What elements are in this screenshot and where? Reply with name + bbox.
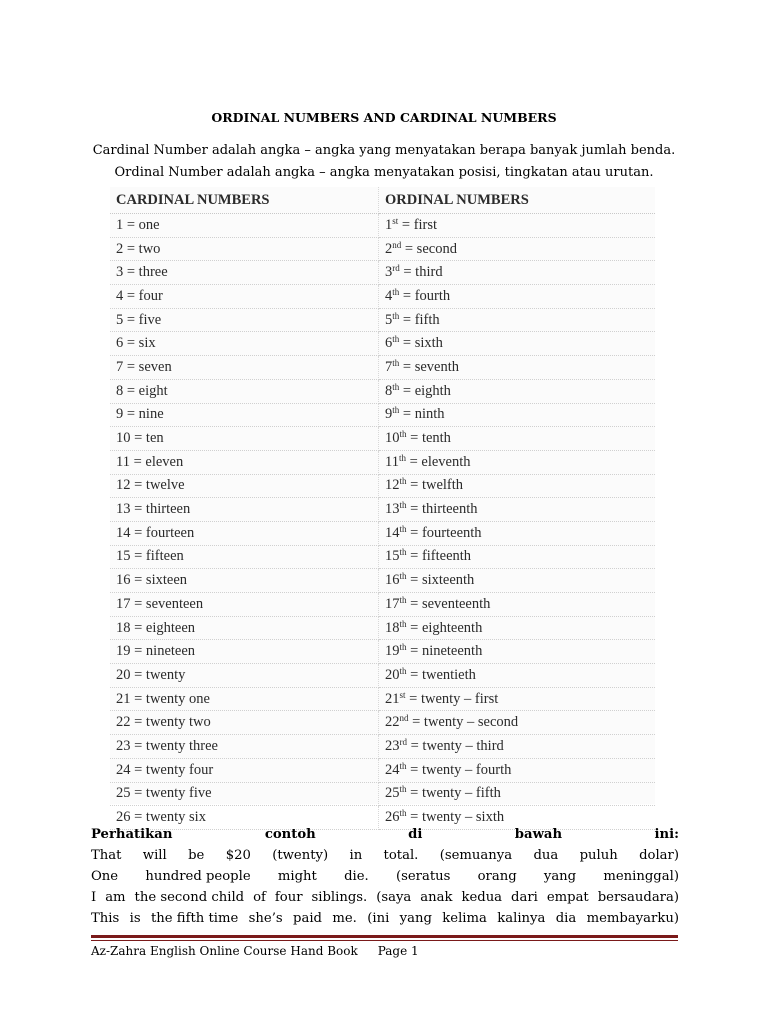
example-word: dari (511, 890, 538, 905)
ordinal-cell (379, 498, 656, 522)
ordinal-suffix: th (399, 571, 407, 582)
ordinal-suffix: th (392, 405, 400, 416)
numbers-table-image (110, 187, 655, 826)
ordinal-cell (379, 285, 656, 309)
table-row (110, 687, 655, 711)
example-word: kalinya (497, 911, 546, 926)
example-word: siblings. (311, 890, 368, 905)
ordinal-suffix: th (392, 334, 400, 345)
cardinal-cell: 10 = ten (110, 427, 379, 451)
ordinal-cell (379, 569, 656, 593)
ordinal-word: = sixth (399, 335, 443, 352)
example-word: $20 (225, 848, 251, 863)
ordinal-word: = twenty – fifth (406, 785, 501, 802)
cardinal-cell: 7 = seven (110, 356, 379, 380)
ordinal-suffix: th (392, 310, 400, 321)
ordinal-cell (379, 616, 656, 640)
ordinal-suffix: th (399, 808, 407, 819)
example-word: she’s (248, 911, 283, 926)
examples-section (91, 824, 679, 929)
ordinal-cell (379, 379, 656, 403)
page-number: Page 1 (377, 944, 419, 958)
table-row (110, 356, 655, 380)
example-word: dolar) (639, 848, 679, 863)
ordinal-suffix: th (392, 381, 400, 392)
cardinal-cell: 26 = twenty six (110, 806, 379, 830)
ordinal-number: 4 (385, 287, 393, 304)
ordinal-cell (379, 332, 656, 356)
ordinal-word: = thirteenth (406, 501, 478, 518)
table-row (110, 474, 655, 498)
ordinal-word: = second (401, 240, 457, 257)
table-row (110, 735, 655, 759)
ordinal-cell (379, 356, 656, 380)
ordinal-cell (379, 521, 656, 545)
ordinal-number: 22 (385, 714, 400, 731)
ordinal-cell (379, 214, 656, 238)
ordinal-suffix: th (399, 547, 407, 558)
ordinal-number: 23 (385, 737, 400, 754)
examples-heading (91, 824, 679, 845)
ordinal-word: = first (398, 216, 438, 233)
document-title: ORDINAL NUMBERS AND CARDINAL NUMBERS (211, 110, 557, 125)
example-word: might (277, 869, 317, 884)
table-row (110, 664, 655, 688)
ordinal-suffix: st (392, 215, 399, 226)
ordinal-word: = tenth (406, 430, 451, 447)
example-word: (saya (376, 890, 412, 905)
ordinal-word: = eighth (399, 382, 451, 399)
example-word: di (408, 827, 423, 842)
ordinal-cell (379, 427, 656, 451)
example-word: be (188, 848, 205, 863)
table-row (110, 616, 655, 640)
ordinal-cell (379, 474, 656, 498)
ordinal-number: 14 (385, 524, 400, 541)
ordinal-number: 26 (385, 809, 400, 826)
example-sentence (91, 908, 679, 929)
example-word: the fifth time (151, 911, 239, 926)
table-row (110, 758, 655, 782)
ordinal-suffix: th (399, 429, 407, 440)
ordinal-cell (379, 664, 656, 688)
ordinal-suffix: th (399, 618, 407, 629)
example-word: orang (477, 869, 517, 884)
cardinal-cell: 16 = sixteen (110, 569, 379, 593)
ordinal-number: 1 (385, 216, 393, 233)
cardinal-cell: 24 = twenty four (110, 758, 379, 782)
ordinal-number: 20 (385, 666, 400, 683)
example-sentence (91, 866, 679, 887)
table-row (110, 782, 655, 806)
example-word: empat (546, 890, 589, 905)
table-row (110, 427, 655, 451)
ordinal-cell (379, 711, 656, 735)
example-word: die. (344, 869, 369, 884)
table-header-row (110, 187, 655, 214)
table-row (110, 711, 655, 735)
ordinal-number: 10 (385, 430, 400, 447)
table-row (110, 332, 655, 356)
intro-cardinal-definition: Cardinal Number adalah angka – angka yang menyatakan berapa banyak jumlah benda. (92, 143, 676, 158)
cardinal-cell: 17 = seventeen (110, 593, 379, 617)
cardinal-cell: 2 = two (110, 237, 379, 261)
ordinal-number: 11 (385, 453, 399, 470)
ordinal-number: 17 (385, 595, 400, 612)
cardinal-cell: 4 = four (110, 285, 379, 309)
ordinal-word: = sixteenth (406, 572, 475, 589)
example-word: I (91, 890, 97, 905)
cardinal-cell: 13 = thirteen (110, 498, 379, 522)
ordinal-word: = fourth (399, 287, 451, 304)
cardinal-cell: 8 = eight (110, 379, 379, 403)
intro-ordinal-definition: Ordinal Number adalah angka – angka menyatakan posisi, tingkatan atau urutan. (114, 165, 654, 180)
example-word: One (91, 869, 119, 884)
cardinal-cell: 20 = twenty (110, 664, 379, 688)
ordinal-number: 16 (385, 572, 400, 589)
ordinal-suffix: th (392, 286, 400, 297)
example-word: total. (383, 848, 419, 863)
cardinal-cell: 12 = twelve (110, 474, 379, 498)
ordinal-cell (379, 758, 656, 782)
example-word: puluh (579, 848, 618, 863)
cardinal-cell: 23 = twenty three (110, 735, 379, 759)
ordinal-suffix: th (399, 760, 407, 771)
example-word: four (274, 890, 303, 905)
ordinal-cell (379, 640, 656, 664)
example-word: (seratus (395, 869, 451, 884)
ordinal-cell (379, 308, 656, 332)
example-word: yang (399, 911, 432, 926)
ordinal-word: = twelfth (406, 477, 464, 494)
ordinal-cell (379, 593, 656, 617)
cardinal-cell: 21 = twenty one (110, 687, 379, 711)
ordinal-suffix: rd (399, 736, 407, 747)
ordinal-word: = seventh (399, 358, 459, 375)
numbers-table (110, 187, 655, 830)
ordinal-suffix: th (398, 452, 406, 463)
footer-rule-thick (91, 935, 678, 938)
example-word: hundred people (145, 869, 251, 884)
ordinal-number: 25 (385, 785, 400, 802)
example-word: will (142, 848, 167, 863)
ordinal-cell (379, 261, 656, 285)
table-body (110, 214, 655, 830)
table-row (110, 521, 655, 545)
ordinal-number: 15 (385, 548, 400, 565)
ordinal-suffix: th (392, 357, 400, 368)
footer-title: Az-Zahra English Online Course Hand Book (91, 944, 358, 958)
table-row (110, 450, 655, 474)
example-word: Perhatikan (91, 827, 173, 842)
ordinal-word: = eleventh (405, 453, 471, 470)
ordinal-number: 3 (385, 264, 393, 281)
ordinal-word: = twenty – fourth (406, 761, 512, 778)
cardinal-cell: 18 = eighteen (110, 616, 379, 640)
ordinal-number: 18 (385, 619, 400, 636)
example-word: This (91, 911, 120, 926)
ordinal-suffix: th (399, 784, 407, 795)
table-row (110, 214, 655, 238)
table-row (110, 498, 655, 522)
header-cardinal: CARDINAL NUMBERS (110, 187, 379, 214)
ordinal-word: = twentieth (406, 666, 476, 683)
example-word: (semuanya (439, 848, 513, 863)
cardinal-cell: 19 = nineteen (110, 640, 379, 664)
ordinal-suffix: nd (399, 713, 409, 724)
ordinal-suffix: th (399, 476, 407, 487)
ordinal-number: 9 (385, 406, 393, 423)
ordinal-word: = ninth (399, 406, 445, 423)
ordinal-suffix: nd (392, 239, 402, 250)
ordinal-word: = twenty – third (407, 737, 504, 754)
cardinal-cell: 15 = fifteen (110, 545, 379, 569)
example-word: kedua (461, 890, 503, 905)
ordinal-cell (379, 782, 656, 806)
example-word: That (91, 848, 122, 863)
example-word: contoh (264, 827, 316, 842)
example-word: (twenty) (272, 848, 329, 863)
ordinal-cell (379, 735, 656, 759)
ordinal-suffix: rd (392, 263, 400, 274)
example-word: ini: (654, 827, 679, 842)
ordinal-word: = fourteenth (406, 524, 482, 541)
example-word: of (253, 890, 266, 905)
ordinal-word: = twenty – first (405, 690, 499, 707)
example-word: meninggal) (603, 869, 679, 884)
ordinal-number: 19 (385, 643, 400, 660)
table-row (110, 379, 655, 403)
example-word: paid (293, 911, 322, 926)
example-word: yang (543, 869, 577, 884)
cardinal-cell: 1 = one (110, 214, 379, 238)
example-word: anak (420, 890, 453, 905)
example-word: (ini (367, 911, 390, 926)
example-word: am (105, 890, 126, 905)
ordinal-suffix: th (399, 642, 407, 653)
table-row (110, 545, 655, 569)
ordinal-suffix: th (399, 665, 407, 676)
ordinal-word: = fifth (399, 311, 440, 328)
example-word: in (349, 848, 363, 863)
ordinal-number: 7 (385, 358, 393, 375)
ordinal-number: 8 (385, 382, 393, 399)
ordinal-suffix: th (399, 500, 407, 511)
ordinal-word: = seventeenth (406, 595, 491, 612)
ordinal-word: = twenty – second (408, 714, 519, 731)
ordinal-word: = nineteenth (406, 643, 483, 660)
ordinal-suffix: st (399, 689, 406, 700)
cardinal-cell: 11 = eleven (110, 450, 379, 474)
example-word: bersaudara) (597, 890, 679, 905)
example-sentence (91, 887, 679, 908)
ordinal-number: 6 (385, 335, 393, 352)
cardinal-cell: 25 = twenty five (110, 782, 379, 806)
ordinal-cell (379, 545, 656, 569)
cardinal-cell: 14 = fourteen (110, 521, 379, 545)
cardinal-cell: 9 = nine (110, 403, 379, 427)
ordinal-number: 24 (385, 761, 400, 778)
table-row (110, 569, 655, 593)
cardinal-cell: 22 = twenty two (110, 711, 379, 735)
table-row (110, 403, 655, 427)
ordinal-suffix: th (399, 594, 407, 605)
ordinal-number: 2 (385, 240, 393, 257)
table-row (110, 261, 655, 285)
example-word: dia (555, 911, 577, 926)
ordinal-word: = third (399, 264, 443, 281)
example-word: membayarku) (586, 911, 679, 926)
cardinal-cell: 5 = five (110, 308, 379, 332)
table-row (110, 237, 655, 261)
example-word: the second child (134, 890, 245, 905)
cardinal-cell: 3 = three (110, 261, 379, 285)
footer-rule-thin (91, 940, 678, 941)
example-word: me. (332, 911, 357, 926)
table-row (110, 640, 655, 664)
ordinal-number: 21 (385, 690, 400, 707)
example-word: kelima (442, 911, 487, 926)
ordinal-number: 13 (385, 501, 400, 518)
ordinal-word: = fifteenth (406, 548, 472, 565)
ordinal-cell (379, 687, 656, 711)
example-word: bawah (514, 827, 563, 842)
ordinal-word: = twenty – sixth (406, 809, 505, 826)
ordinal-word: = eighteenth (406, 619, 483, 636)
cardinal-cell: 6 = six (110, 332, 379, 356)
table-row (110, 593, 655, 617)
ordinal-number: 5 (385, 311, 393, 328)
ordinal-cell (379, 450, 656, 474)
ordinal-suffix: th (399, 523, 407, 534)
example-sentences (91, 845, 679, 929)
ordinal-cell (379, 403, 656, 427)
table-row (110, 308, 655, 332)
example-word: dua (533, 848, 559, 863)
example-sentence (91, 845, 679, 866)
ordinal-cell (379, 237, 656, 261)
table-row (110, 285, 655, 309)
header-ordinal: ORDINAL NUMBERS (379, 187, 656, 214)
ordinal-number: 12 (385, 477, 400, 494)
page-footer (91, 944, 419, 958)
example-word: is (129, 911, 141, 926)
